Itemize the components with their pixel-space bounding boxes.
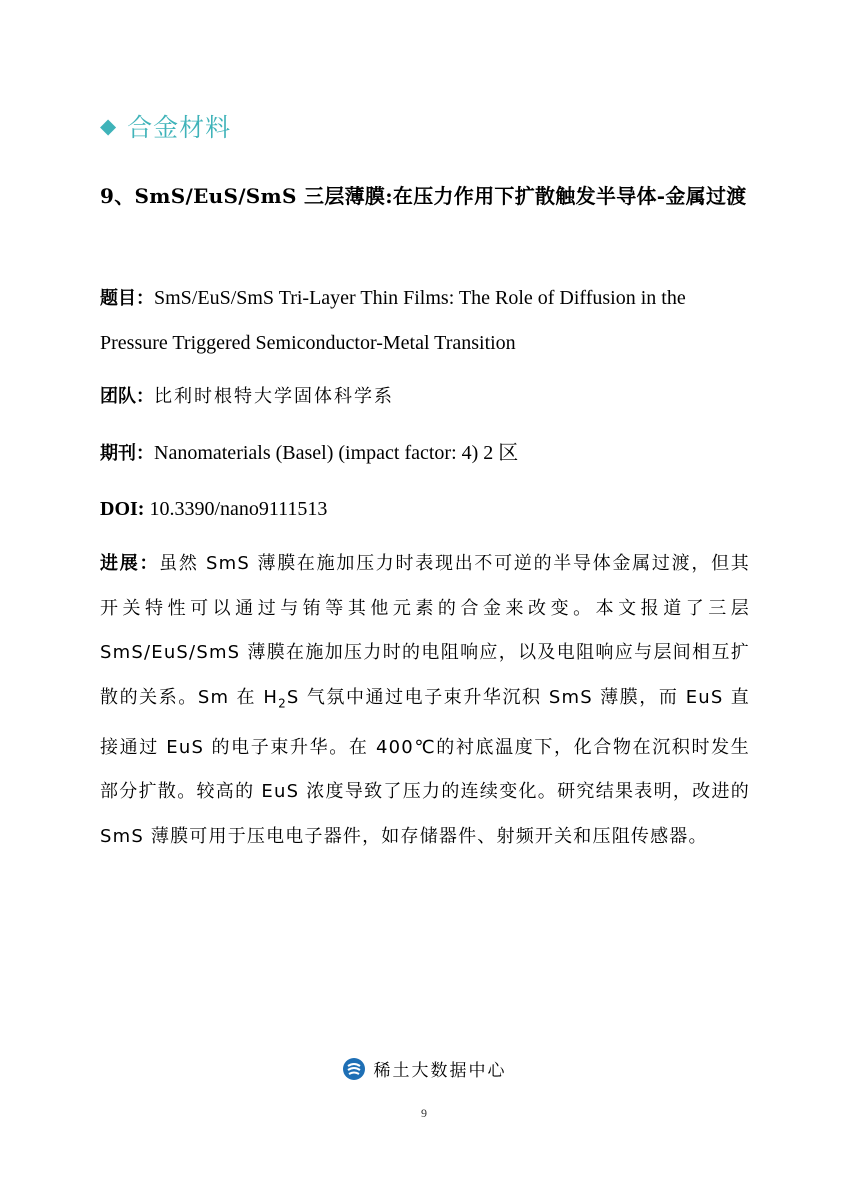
article-title: 9、SmS/EuS/SmS 三层薄膜:在压力作用下扩散触发半导体-金属过渡 xyxy=(100,184,747,208)
journal-label: 期刊： xyxy=(100,443,154,464)
diamond-icon: ◆ xyxy=(100,114,118,138)
journal-field xyxy=(100,431,750,476)
journal-value: Nanomaterials (Basel) (impact factor: 4) 2 区 xyxy=(154,442,519,464)
topic-field xyxy=(100,276,750,365)
page-number: 9 xyxy=(421,1106,427,1120)
doi-value: 10.3390/nano9111513 xyxy=(149,498,328,520)
footer-logo xyxy=(0,1056,848,1081)
footer-logo-text: 稀土大数据中心 xyxy=(373,1061,507,1081)
team-label: 团队： xyxy=(100,386,154,407)
doi-field xyxy=(100,487,750,531)
progress-text-part2: S 气氛中通过电子束升华沉积 SmS 薄膜，而 EuS 直接通过 EuS 的电子束升华。在 400℃的衬底温度下，化合物在沉积时发生部分扩散。较高的 EuS 浓度导致了压力的连续变化。研究结果表明，改进的 SmS 薄膜可用于压电电子器件，如存储器件、射频开关和压阻传感器。 xyxy=(100,686,750,847)
section-title-text: 合金材料 xyxy=(127,113,232,142)
topic-label: 题目： xyxy=(100,288,154,309)
doi-label: DOI: xyxy=(100,498,145,520)
team-value: 比利时根特大学固体科学系 xyxy=(154,386,394,407)
progress-paragraph xyxy=(100,542,750,859)
rare-earth-logo-icon xyxy=(342,1057,366,1081)
progress-subscript: 2 xyxy=(278,696,287,711)
team-field xyxy=(100,374,750,419)
section-heading xyxy=(100,108,231,144)
progress-label: 进展： xyxy=(100,553,160,574)
progress-text-part1: 虽然 SmS 薄膜在施加压力时表现出不可逆的半导体金属过渡，但其开关特性可以通过与铕等其他元素的合金来改变。本文报道了三层 SmS/EuS/SmS 薄膜在施加压力时的电阻响应，以及电阻响应与层间相互扩散的关系。Sm 在 H xyxy=(100,553,750,708)
topic-value: SmS/EuS/SmS Tri-Layer Thin Films: The Role of Diffusion in the Pressure Triggered Semiconductor-Metal Transition xyxy=(100,287,686,354)
